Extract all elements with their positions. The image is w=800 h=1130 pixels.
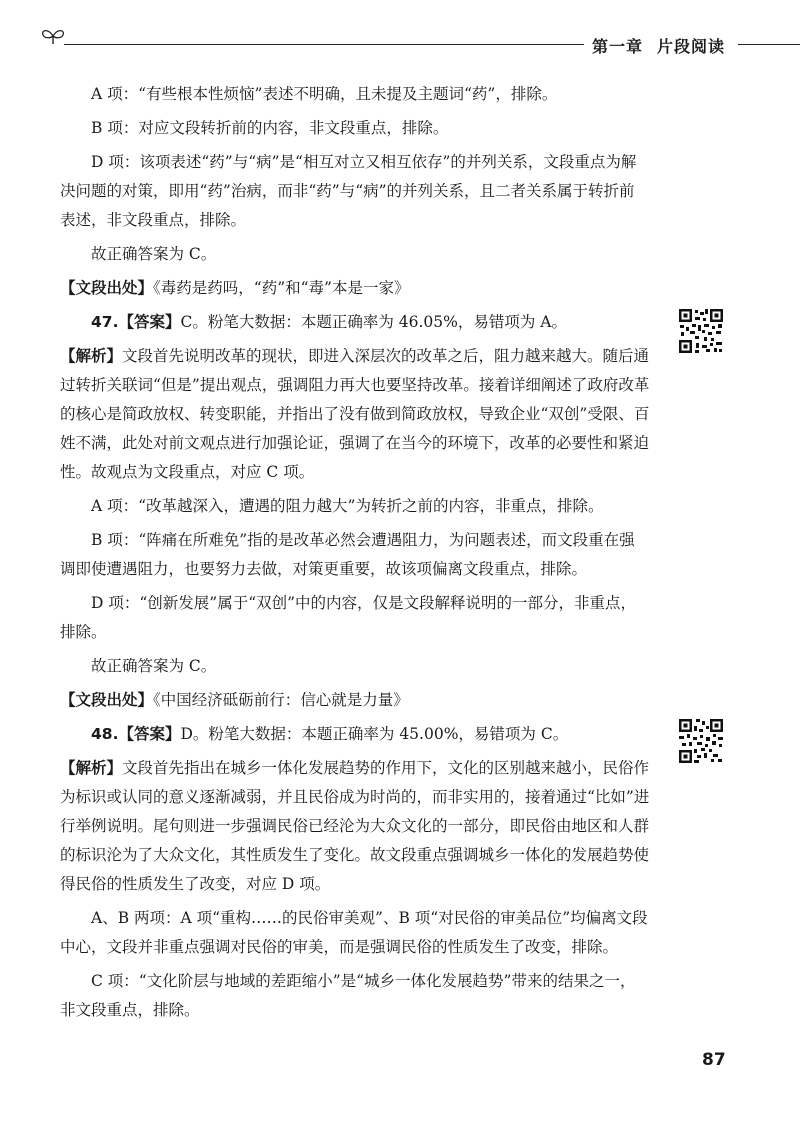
qr-code-icon[interactable]: [678, 718, 724, 764]
paragraph: B 项：“阵痛在所难免”指的是改革必然会遭遇阻力，为问题表述，而文段重在强调即使遭遇阻力，也要努力去做，对策更重要，故该项偏离文段重点，排除。: [60, 531, 635, 578]
header-rule-left: [64, 44, 584, 45]
page-number: 87: [702, 1050, 726, 1070]
paragraph: 故正确答案为 C。: [91, 245, 217, 263]
answer-tag: 47.【答案】: [91, 313, 181, 331]
answer-line: 48.【答案】D。粉笔大数据：本题正确率为 45.00%，易错项为 C。: [91, 725, 569, 743]
answer-tag: 48.【答案】: [91, 725, 181, 743]
analysis-paragraph: 【解析】文段首先指出在城乡一体化发展趋势的作用下，文化的区别越来越小，民俗作为标识或认同的意义逐渐减弱，并且民俗成为时尚的，而非实用的，接着通过“比如”进行举例说明。尾句则进一步强调民俗已经沦为大众文化的一部分，即民俗由地区和人群的标识沦为了大众文化，其性质发生了变化。故文段重点强调城乡一体化的发展趋势使得民俗的性质发生了改变，对应 D 项。: [60, 759, 650, 893]
analysis-tag: 【解析】: [60, 347, 123, 365]
header-rule-right: [738, 44, 800, 45]
page-content: [60, 80, 650, 1030]
analysis-tag: 【解析】: [60, 759, 123, 777]
paragraph: A、B 两项：A 项“重构……的民俗审美观”、B 项“对民俗的审美品位”均偏离文段中心，文段并非重点强调对民俗的审美，而是强调民俗的性质发生了改变，排除。: [60, 909, 648, 956]
source-tag: 【文段出处】: [60, 279, 154, 297]
paragraph: 故正确答案为 C。: [91, 657, 217, 675]
sprout-icon: [40, 26, 66, 50]
paragraph: D 项：“创新发展”属于“双创”中的内容，仅是文段解释说明的一部分，非重点，排除。: [60, 594, 637, 641]
source-line: 【文段出处】《中国经济砥砺前行：信心就是力量》: [60, 691, 409, 709]
section-label: 片段阅读: [657, 37, 726, 56]
paragraph: A 项：“有些根本性烦恼”表述不明确，且未提及主题词“药”，排除。: [91, 85, 558, 103]
source-line: 【文段出处】《毒药是药吗，“药”和“毒”本是一家》: [60, 279, 410, 297]
page-header: [0, 0, 800, 60]
paragraph: D 项：该项表述“药”与“病”是“相互对立又相互依存”的并列关系，文段重点为解决问题的对策，即用“药”治病，而非“药”与“病”的并列关系，且二者关系属于转折前表述，非文段重点，排除。: [60, 153, 637, 229]
paragraph: C 项：“文化阶层与地域的差距缩小”是“城乡一体化发展趋势”带来的结果之一，非文段重点，排除。: [60, 972, 636, 1019]
answer-line: 47.【答案】C。粉笔大数据：本题正确率为 46.05%，易错项为 A。: [91, 313, 567, 331]
paragraph: B 项：对应文段转折前的内容，非文段重点，排除。: [91, 119, 449, 137]
analysis-paragraph: 【解析】文段首先说明改革的现状，即进入深层次的改革之后，阻力越来越大。随后通过转折关联词“但是”提出观点，强调阻力再大也要坚持改革。接着详细阐述了政府改革的核心是简政放权、转变职能，并指出了没有做到简政放权，导致企业“双创”受限、百姓不满，此处对前文观点进行加强论证，强调了在当今的环境下，改革的必要性和紧迫性。故观点为文段重点，对应 C 项。: [60, 347, 650, 481]
chapter-heading: [592, 34, 725, 57]
qr-code-icon[interactable]: [678, 308, 724, 354]
chapter-label: 第一章: [592, 37, 644, 56]
source-tag: 【文段出处】: [60, 691, 154, 709]
paragraph: A 项：“改革越深入，遭遇的阻力越大”为转折之前的内容，非重点，排除。: [91, 497, 604, 515]
